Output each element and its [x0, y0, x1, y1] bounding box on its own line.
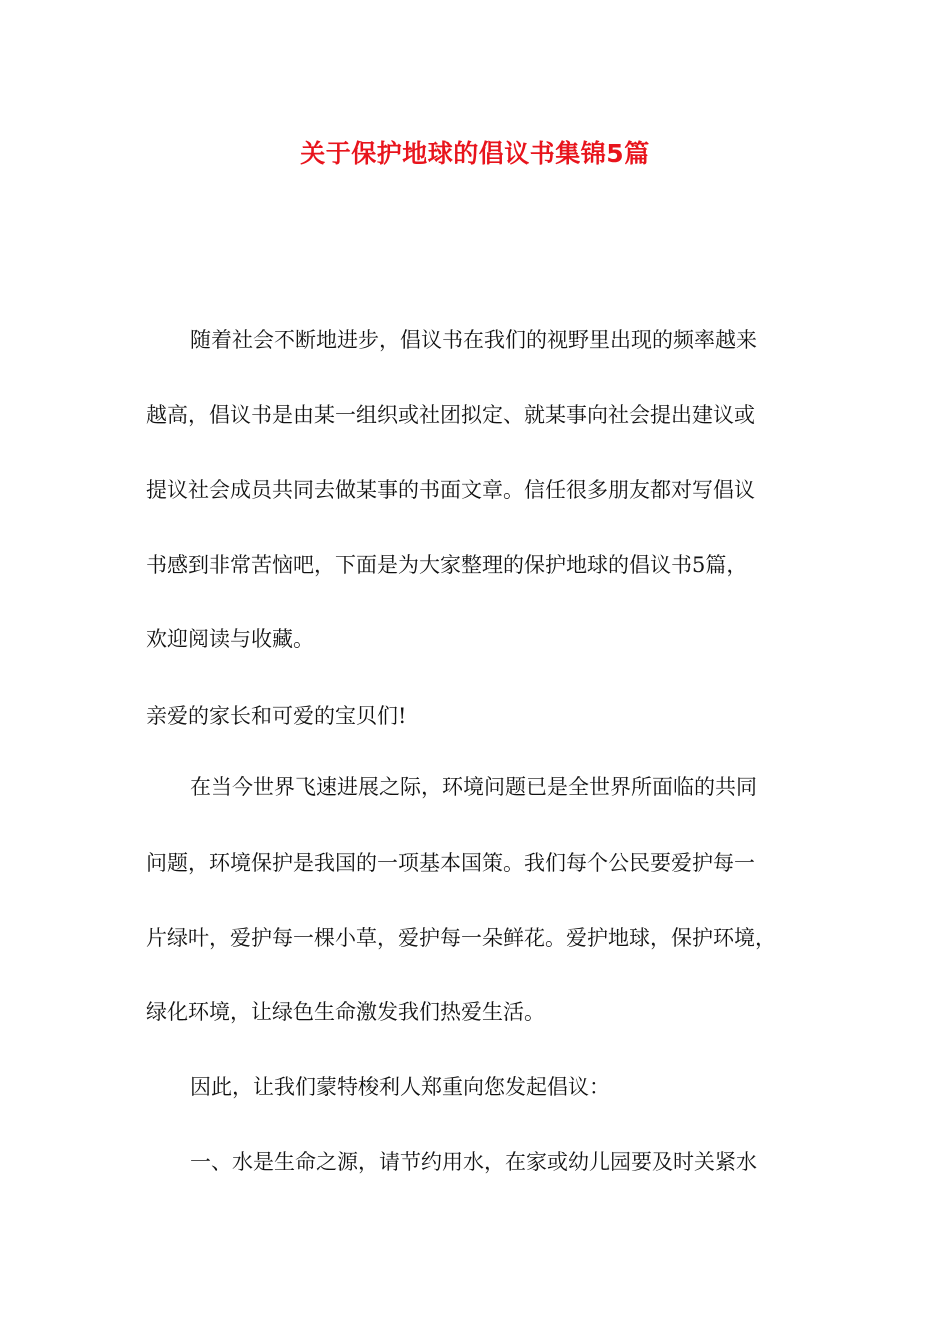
- paragraph-line: 片绿叶，爱护每一棵小草，爱护每一朵鲜花。爱护地球，保护环境，: [146, 926, 776, 950]
- paragraph-line: 欢迎阅读与收藏。: [146, 627, 314, 651]
- paragraph-line: 一、水是生命之源，请节约用水，在家或幼儿园要及时关紧水: [190, 1150, 757, 1174]
- paragraph-line: 在当今世界飞速进展之际，环境问题已是全世界所面临的共同: [190, 775, 757, 799]
- salutation-line: 亲爱的家长和可爱的宝贝们!: [146, 704, 407, 728]
- paragraph-line: 因此，让我们蒙特梭利人郑重向您发起倡议：: [190, 1075, 610, 1099]
- document-title: 关于保护地球的倡议书集锦5篇: [300, 139, 650, 168]
- paragraph-line: 问题，环境保护是我国的一项基本国策。我们每个公民要爱护每一: [146, 851, 755, 875]
- paragraph-line: 绿化环境，让绿色生命激发我们热爱生活。: [146, 1000, 545, 1024]
- paragraph-line: 书感到非常苦恼吧，下面是为大家整理的保护地球的倡议书5篇，: [146, 553, 748, 577]
- paragraph-line: 随着社会不断地进步，倡议书在我们的视野里出现的频率越来: [190, 328, 757, 352]
- paragraph-line: 提议社会成员共同去做某事的书面文章。信任很多朋友都对写倡议: [146, 478, 755, 502]
- paragraph-line: 越高，倡议书是由某一组织或社团拟定、就某事向社会提出建议或: [146, 403, 755, 427]
